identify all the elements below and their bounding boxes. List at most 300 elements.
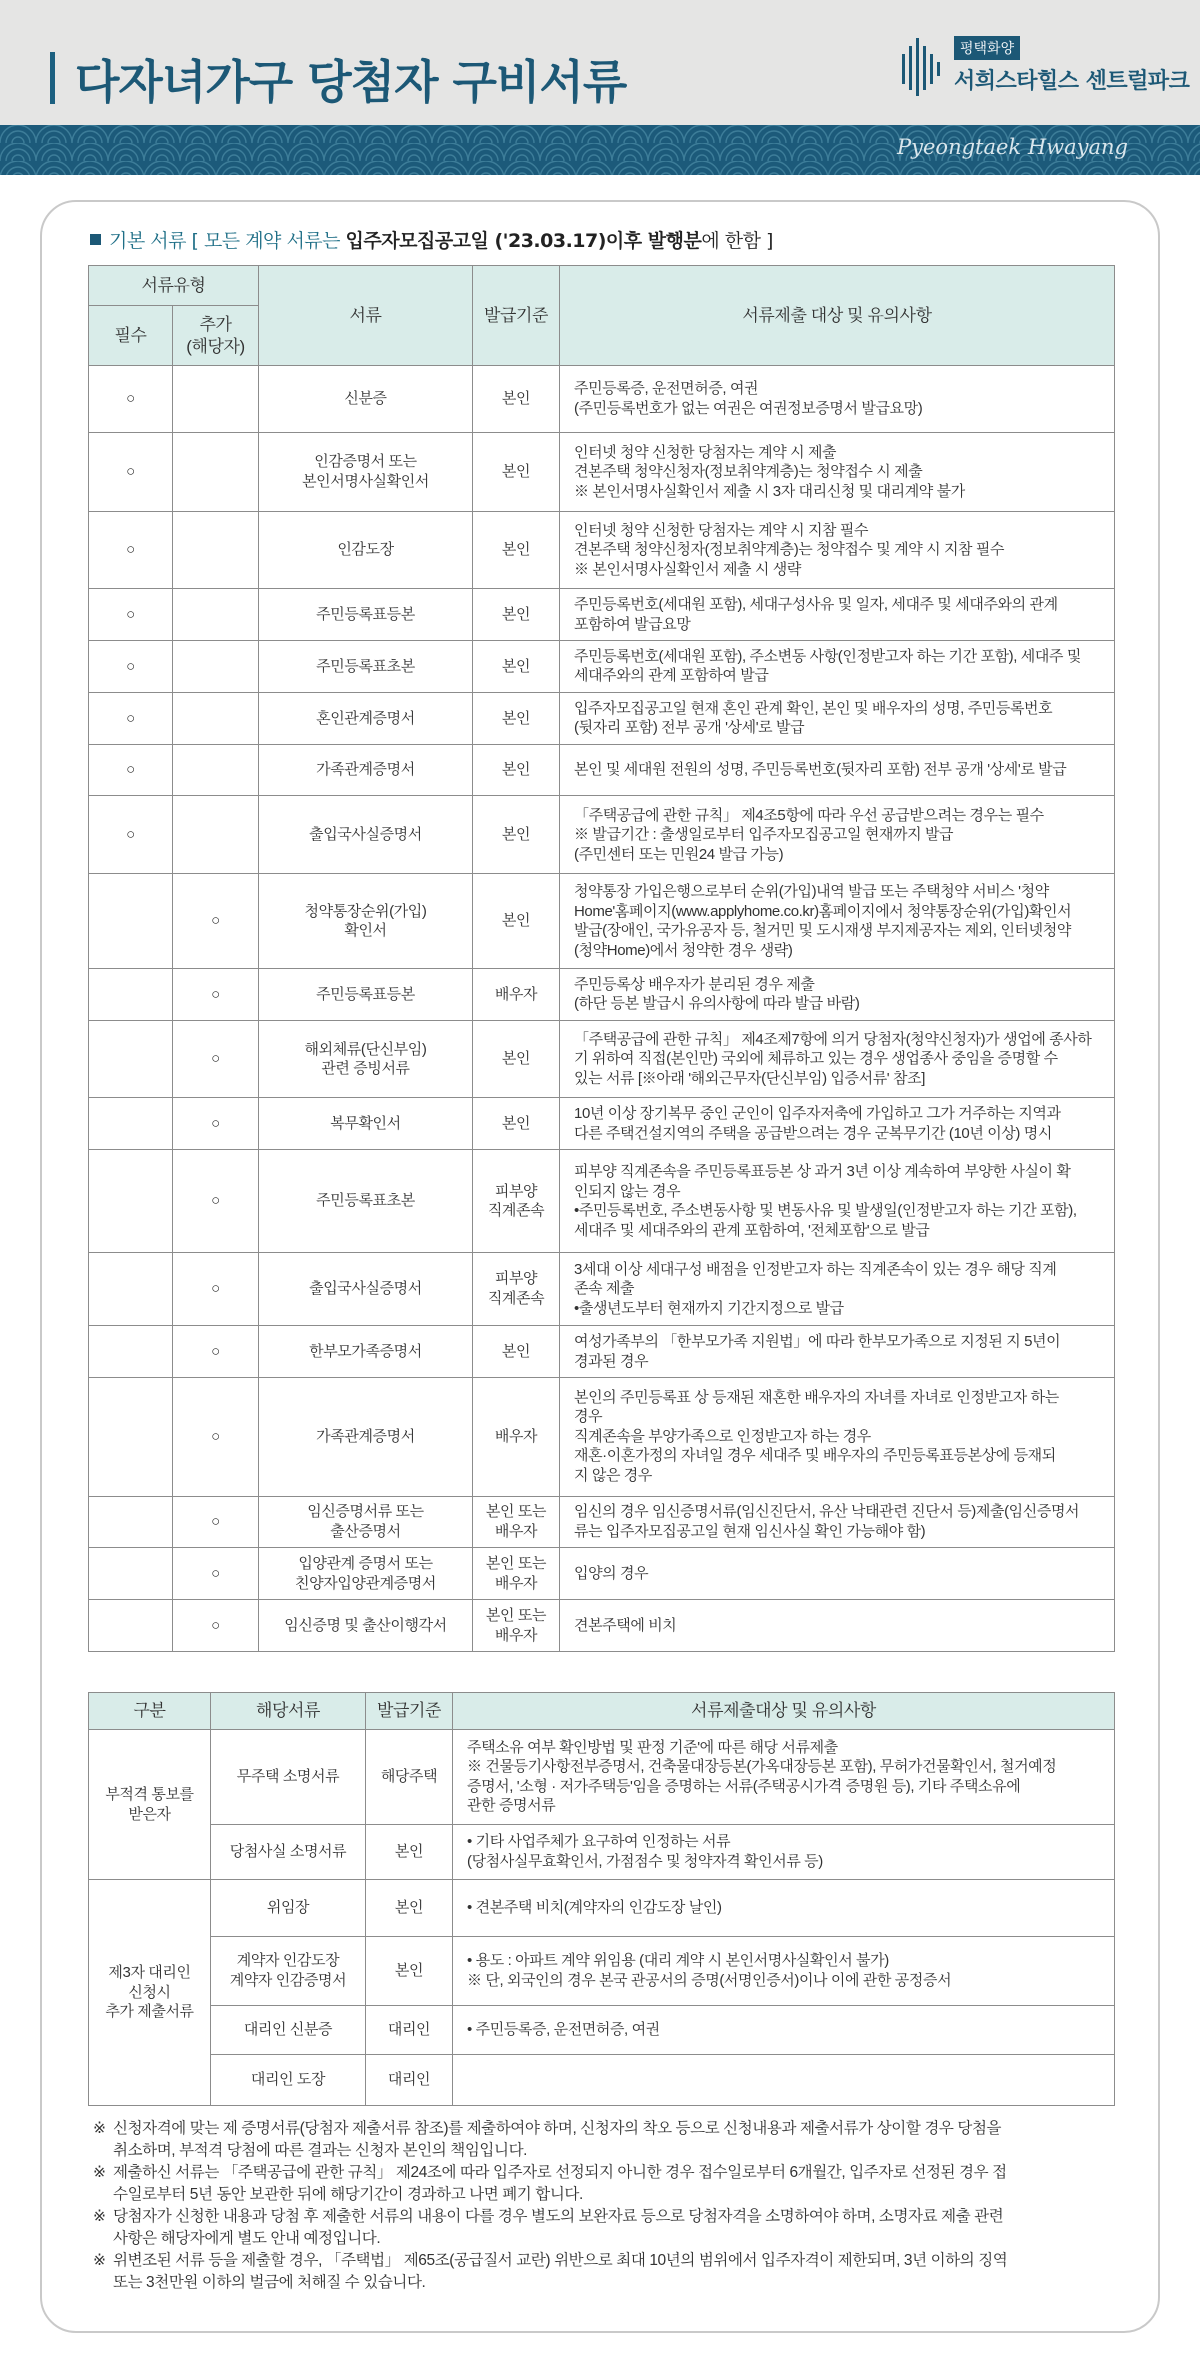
category-line: 신청시: [128, 1983, 171, 2001]
doc-name-line: 복무확인서: [330, 1115, 401, 1133]
footnote-text: [113, 2206, 1123, 2250]
additional-mark: ○: [173, 874, 259, 969]
issue-basis-line: 배우자: [494, 1574, 538, 1592]
doc-name-line: 혼인관계증명서: [316, 709, 415, 727]
issue-basis: [473, 1020, 560, 1098]
required-mark: ○: [89, 744, 173, 796]
section-title-bold: 입주자모집공고일 ('23.03.17)이후 발행분: [345, 230, 702, 252]
issue-basis-line: 본인: [394, 1843, 424, 1861]
required-mark: [89, 1600, 173, 1652]
header-notes: 서류제출대상 및 유의사항: [453, 1693, 1115, 1730]
doc-name-line: 가족관계증명서: [316, 761, 415, 779]
doc-name: [259, 432, 473, 511]
header-additional: [173, 306, 259, 366]
issue-basis-line: 본인 또는: [485, 1607, 547, 1625]
header-notes: 서류제출 대상 및 유의사항: [560, 266, 1115, 366]
doc-notes-line: • 기타 사업주체가 요구하여 인정하는 서류: [467, 1833, 731, 1851]
doc-notes-line: 입양의 경우: [574, 1564, 649, 1582]
doc-name: [259, 1252, 473, 1325]
doc-name-line: 인감증명서 또는: [314, 453, 417, 471]
required-mark: ○: [89, 589, 173, 641]
issue-basis-line: 본인: [501, 657, 531, 675]
issue-basis: [366, 1730, 453, 1825]
doc-notes-line: 인되지 않는 경우: [574, 1182, 681, 1200]
issue-basis: [473, 969, 560, 1021]
additional-mark: [173, 589, 259, 641]
doc-name: [211, 1824, 366, 1880]
band-script-text: Pyeongtaek Hwayang: [897, 135, 1128, 159]
footnote-mark: ※: [93, 2208, 106, 2225]
doc-notes-line: 다른 주택건설지역의 주택을 공급받으려는 경우 군복무기간 (10년 이상) 명시: [574, 1124, 1052, 1142]
doc-name-line: 본인서명사실확인서: [302, 472, 429, 490]
doc-name: [211, 2005, 366, 2054]
doc-name-line: 출산증명서: [330, 1522, 401, 1540]
footnote-line: 신청자격에 맞는 제 증명서류(당첨자 제출서류 참조)를 제출하여야 하며, 신청자의 착오 등으로 신청내용과 제출서류가 상이할 경우 당첨을: [113, 2120, 1002, 2137]
brand-name: 서희스타힐스 센트럴파크: [954, 69, 1190, 94]
doc-name-line: 출입국사실증명서: [309, 826, 422, 843]
issue-basis: [473, 1496, 560, 1548]
doc-notes-line: 직계존속을 부양가족으로 인정받고자 하는 경우: [574, 1427, 871, 1445]
issue-basis-line: 본인: [501, 826, 531, 843]
issue-basis-line: 본인: [501, 912, 531, 930]
additional-mark: ○: [173, 1496, 259, 1548]
doc-notes-line: 세대주 및 세대주와의 관계 포함하여, '전체포함'으로 발급: [574, 1221, 930, 1239]
table-row: [89, 1548, 1115, 1600]
doc-notes-line: • 용도 : 아파트 계약 위임용 (대리 계약 시 본인서명사실확인서 불가): [467, 1952, 889, 1970]
category-line: 받은자: [128, 1805, 171, 1823]
doc-notes-line: • 견본주택 비치(계약자의 인감도장 날인): [467, 1899, 722, 1917]
issue-basis-line: 본인 또는: [485, 1555, 547, 1573]
table-row: [89, 1377, 1115, 1496]
footnote-line: 당첨자가 신청한 내용과 당첨 후 제출한 서류의 내용이 다를 경우 별도의 보완자료 등으로 당첨자격을 소명하여야 하며, 소명자료 제출 관련: [113, 2208, 1004, 2225]
table-row: [89, 432, 1115, 511]
doc-notes-line: 견본주택 청약신청자(정보취약계층)는 청약접수 및 계약 시 지참 필수: [574, 541, 1005, 559]
footnote-line: 취소하며, 부적격 당첨에 따른 결과는 신청자 본인의 책임입니다.: [113, 2142, 528, 2159]
footnote-line: 또는 3천만원 이하의 벌금에 처해질 수 있습니다.: [113, 2274, 426, 2291]
required-mark: ○: [89, 366, 173, 433]
doc-notes-line: 관한 증명서류: [467, 1797, 556, 1815]
category-line: 추가 제출서류: [105, 2003, 194, 2021]
doc-notes-line: 본인 및 세대원 전원의 성명, 주민등록번호(뒷자리 포함) 전부 공개 '상세'로 발급: [574, 761, 1067, 779]
doc-name-line: 가족관계증명서: [316, 1427, 415, 1445]
doc-name: [259, 1020, 473, 1098]
footnote-text: [113, 2162, 1123, 2206]
issue-basis: [473, 432, 560, 511]
doc-notes: [560, 969, 1115, 1021]
doc-notes-line: 주민등록번호(세대원 포함), 주소변동 사항(인정받고자 하는 기간 포함), 세대주 및: [574, 647, 1081, 665]
doc-notes-line: 포함하여 발급요망: [574, 615, 691, 633]
extra-documents-table: [88, 1692, 1115, 2106]
documents-table: [88, 265, 1115, 1652]
issue-basis-line: 본인: [501, 1050, 531, 1068]
doc-name-line: 출입국사실증명서: [309, 1280, 422, 1298]
issue-basis: [473, 1098, 560, 1150]
doc-notes-line: 재혼·이혼가정의 자녀일 경우 세대주 및 배우자의 주민등록표등본상에 등재되: [574, 1447, 1056, 1465]
table-row: [89, 1824, 1115, 1880]
doc-name-line: 주민등록표초본: [316, 1192, 415, 1210]
doc-notes-line: •주민등록번호, 주소변동사항 및 변동사유 및 발생일(인정받고자 하는 기간 포함),: [574, 1202, 1077, 1219]
table-row: [89, 641, 1115, 693]
issue-basis-line: 본인: [394, 1899, 424, 1917]
header-basis: 발급기준: [473, 266, 560, 366]
brand-badge: 평택화양: [954, 36, 1020, 60]
footnote-mark: ※: [93, 2164, 106, 2181]
doc-notes-line: •출생년도부터 현재까지 기간지정으로 발급: [574, 1299, 844, 1317]
footnote-line: 위변조된 서류 등을 제출할 경우, 「주택법」 제65조(공급질서 교란) 위반으로 최대 10년의 범위에서 입주자격이 제한되며, 3년 이하의 징역: [113, 2252, 1008, 2269]
doc-notes-line: 류는 입주자모집공고일 현재 임신사실 확인 가능해야 함): [574, 1522, 926, 1540]
doc-notes-line: 발급(장애인, 국가유공자 등, 철거민 및 도시재생 부지제공자는 제외, 인터넷청약: [574, 922, 1071, 940]
required-mark: [89, 1020, 173, 1098]
footnote-text: [113, 2250, 1123, 2294]
doc-notes: [560, 1326, 1115, 1378]
table-row: [89, 1496, 1115, 1548]
issue-basis-line: 배우자: [494, 1427, 538, 1445]
doc-notes-line: 경과된 경우: [574, 1352, 649, 1370]
doc-notes: [560, 589, 1115, 641]
doc-name: [259, 874, 473, 969]
issue-basis: [473, 744, 560, 796]
doc-name-line: 위임장: [266, 1899, 310, 1917]
additional-mark: [173, 692, 259, 744]
doc-name-line: 해외체류(단신부임): [304, 1040, 427, 1058]
table-row: [89, 969, 1115, 1021]
doc-notes-line: Home'홈페이지(www.applyhome.co.kr)홈페이지에서 청약통장순위(가입)확인서: [574, 902, 1072, 920]
doc-name-line: 무주택 소명서류: [236, 1768, 340, 1786]
issue-basis-line: 본인: [501, 390, 531, 408]
table-row: [89, 366, 1115, 433]
doc-name-line: 신분증: [344, 390, 387, 408]
doc-notes-line: 존속 제출: [574, 1280, 635, 1298]
doc-notes: [560, 1150, 1115, 1252]
issue-basis-line: 해당주택: [380, 1768, 438, 1786]
issue-basis-line: 본인: [501, 709, 531, 727]
doc-notes-line: 인터넷 청약 신청한 당첨자는 계약 시 지참 필수: [574, 521, 869, 539]
additional-mark: ○: [173, 969, 259, 1021]
header-additional-note: (해당자): [186, 336, 245, 356]
required-mark: ○: [89, 692, 173, 744]
doc-notes-line: 주민등록상 배우자가 분리된 경우 제출: [574, 975, 815, 993]
footnote-mark: ※: [93, 2120, 106, 2137]
doc-name-line: 한부모가족증명서: [309, 1342, 422, 1360]
category-cell: [89, 1730, 211, 1880]
issue-basis: [473, 589, 560, 641]
table-row: [89, 1326, 1115, 1378]
additional-mark: ○: [173, 1377, 259, 1496]
doc-name-line: 입양관계 증명서 또는: [298, 1555, 433, 1573]
issue-basis-line: 본인: [501, 1342, 531, 1360]
footnote-line: 제출하신 서류는 「주택공급에 관한 규칙」 제24조에 따라 입주자로 선정되지 아니한 경우 접수일로부터 6개월간, 입주자로 선정된 경우 접: [113, 2164, 1007, 2181]
issue-basis: [473, 1326, 560, 1378]
required-mark: [89, 969, 173, 1021]
issue-basis: [473, 796, 560, 874]
bullet-square-icon: [90, 234, 101, 245]
additional-mark: [173, 432, 259, 511]
doc-notes-line: ※ 단, 외국인의 경우 본국 관공서의 증명(서명인증서)이나 이에 관한 공정증서: [467, 1971, 952, 1989]
doc-notes-line: (당첨사실무효확인서, 가점점수 및 청약자격 확인서류 등): [467, 1852, 823, 1870]
doc-notes-line: (주민등록번호가 없는 여권은 여권정보증명서 발급요망): [574, 399, 923, 417]
doc-name: [259, 796, 473, 874]
header-doc: 서류: [259, 266, 473, 366]
table-row: [89, 744, 1115, 796]
doc-name: [259, 1326, 473, 1378]
doc-name: [211, 1880, 366, 1937]
issue-basis-line: 본인 또는: [485, 1503, 547, 1521]
footnote-line: 사항은 해당자에게 별도 안내 예정입니다.: [113, 2230, 381, 2247]
page-title: 다자녀가구 당첨자 구비서류: [75, 55, 627, 109]
table-row: [89, 1730, 1115, 1825]
additional-mark: [173, 641, 259, 693]
issue-basis: [473, 1377, 560, 1496]
issue-basis: [473, 692, 560, 744]
doc-notes-line: 입주자모집공고일 현재 혼인 관계 확인, 본인 및 배우자의 성명, 주민등록번호: [574, 699, 1053, 717]
doc-name-line: 대리인 도장: [250, 2071, 326, 2089]
doc-name-line: 주민등록표초본: [316, 657, 415, 675]
footnotes: [93, 2118, 1123, 2294]
doc-notes: [560, 796, 1115, 874]
doc-name: [259, 589, 473, 641]
doc-notes-line: ※ 본인서명사실확인서 제출 시 생략: [574, 560, 801, 578]
issue-basis: [473, 874, 560, 969]
doc-name-line: 계약자 인감도장: [236, 1952, 340, 1970]
issue-basis-line: 본인: [501, 1115, 531, 1133]
doc-notes-line: (청약Home)에서 청약한 경우 생략): [574, 941, 793, 959]
doc-name-line: 주민등록표등본: [316, 985, 415, 1003]
required-mark: [89, 1098, 173, 1150]
footnote: [93, 2162, 1123, 2206]
issue-basis-line: 피부양: [494, 1270, 538, 1288]
doc-notes: [453, 2005, 1115, 2054]
issue-basis-line: 본인: [501, 541, 531, 559]
doc-name: [259, 641, 473, 693]
issue-basis: [473, 511, 560, 589]
issue-basis: [366, 1936, 453, 2005]
doc-notes: [560, 744, 1115, 796]
footnote: [93, 2118, 1123, 2162]
table-row: [89, 874, 1115, 969]
doc-name: [259, 969, 473, 1021]
issue-basis-line: 배우자: [494, 1522, 538, 1540]
doc-notes-line: 주민등록증, 운전면허증, 여권: [574, 380, 759, 398]
issue-basis-line: 본인: [501, 463, 531, 480]
required-mark: ○: [89, 796, 173, 874]
table-row: [89, 511, 1115, 589]
issue-basis: [473, 1548, 560, 1600]
doc-name-line: 주민등록표등본: [316, 605, 415, 623]
issue-basis: [473, 641, 560, 693]
required-mark: [89, 874, 173, 969]
doc-notes: [453, 1936, 1115, 2005]
doc-notes: [560, 1377, 1115, 1496]
doc-notes-line: 주택소유 여부 확인방법 및 판정 기준'에 따른 해당 서류제출: [467, 1738, 838, 1756]
doc-notes-line: 「주택공급에 관한 규칙」 제4조제7항에 의거 당첨자(청약신청자)가 생업에 종사하: [574, 1030, 1092, 1048]
table-row: [89, 1600, 1115, 1652]
doc-notes-line: 증명서, '소형 · 저가주택등'임을 증명하는 서류(주택공시가격 증명원 등), 기타 주택소유에: [467, 1777, 1021, 1795]
doc-notes: [560, 366, 1115, 433]
issue-basis-line: 직계존속: [487, 1202, 545, 1219]
doc-notes: [560, 692, 1115, 744]
additional-mark: ○: [173, 1600, 259, 1652]
issue-basis: [366, 2054, 453, 2105]
required-mark: [89, 1496, 173, 1548]
doc-name-line: 인감도장: [337, 541, 394, 559]
doc-notes: [453, 2054, 1115, 2105]
doc-name: [259, 1548, 473, 1600]
issue-basis: [473, 1600, 560, 1652]
doc-name: [259, 744, 473, 796]
table-row: [89, 589, 1115, 641]
title-accent-bar: [50, 52, 55, 104]
doc-notes: [560, 1098, 1115, 1150]
issue-basis-line: 피부양: [494, 1182, 538, 1200]
additional-mark: [173, 511, 259, 589]
doc-notes-line: ※ 발급기간 : 출생일로부터 입주자모집공고일 현재까지 발급: [574, 826, 954, 843]
doc-notes: [560, 511, 1115, 589]
category-line: 제3자 대리인: [108, 1964, 191, 1982]
doc-notes: [560, 1020, 1115, 1098]
doc-name-line: 친양자입양관계증명서: [295, 1574, 436, 1592]
doc-notes: [453, 1824, 1115, 1880]
issue-basis-line: 본인: [501, 761, 531, 779]
table-row: [89, 1150, 1115, 1252]
header-basis: 발급기준: [366, 1693, 453, 1730]
doc-notes: [560, 874, 1115, 969]
issue-basis: [473, 366, 560, 433]
required-mark: [89, 1377, 173, 1496]
section-title: [90, 226, 773, 253]
doc-name: [259, 1098, 473, 1150]
additional-mark: ○: [173, 1098, 259, 1150]
table-row: [89, 1098, 1115, 1150]
issue-basis-line: 배우자: [494, 1626, 538, 1644]
footnote: [93, 2206, 1123, 2250]
doc-name: [259, 366, 473, 433]
doc-name-line: 임신증명 및 출산이행각서: [284, 1616, 447, 1634]
doc-notes: [453, 1880, 1115, 1937]
doc-notes-line: ※ 건물등기사항전부증명서, 건축물대장등본(가옥대장등본 포함), 무허가건물확인서, 철거예정: [467, 1758, 1057, 1776]
doc-name: [259, 511, 473, 589]
doc-notes-line: 3세대 이상 세대구성 배점을 인정받고자 하는 직계존속이 있는 경우 해당 직계: [574, 1260, 1057, 1278]
doc-name: [259, 1150, 473, 1252]
doc-name: [259, 1377, 473, 1496]
doc-name: [259, 1496, 473, 1548]
required-mark: [89, 1548, 173, 1600]
footnote-mark: ※: [93, 2252, 106, 2269]
brand-mark-icon: [900, 36, 952, 98]
doc-name-line: 청약통장순위(가입): [304, 902, 427, 920]
table-row: [89, 796, 1115, 874]
doc-notes-line: 피부양 직계존속을 주민등록표등본 상 과거 3년 이상 계속하여 부양한 사실이 확: [574, 1163, 1071, 1180]
doc-notes-line: 「주택공급에 관한 규칙」 제4조5항에 따라 우선 공급받으려는 경우는 필수: [574, 806, 1044, 824]
doc-notes-line: 본인의 주민등록표 상 등재된 재혼한 배우자의 자녀를 자녀로 인정받고자 하는: [574, 1388, 1059, 1406]
doc-notes-line: 지 않은 경우: [574, 1466, 652, 1484]
issue-basis-line: 대리인: [387, 2071, 431, 2089]
additional-mark: ○: [173, 1548, 259, 1600]
category-line: 부적격 통보를: [105, 1786, 194, 1804]
doc-name: [211, 1936, 366, 2005]
issue-basis: [366, 1880, 453, 1937]
doc-notes-line: 임신의 경우 임신증명서류(임신진단서, 유산 낙태관련 진단서 등)제출(임신증명서: [574, 1503, 1080, 1521]
additional-mark: [173, 366, 259, 433]
doc-name: [211, 1730, 366, 1825]
header-additional-label: 추가: [199, 315, 232, 335]
table-row: [89, 692, 1115, 744]
required-mark: ○: [89, 641, 173, 693]
header-required: 필수: [89, 306, 173, 366]
doc-name: [259, 1600, 473, 1652]
table-row: [89, 1020, 1115, 1098]
section-title-suffix: 에 한함 ]: [701, 230, 773, 252]
doc-name: [259, 692, 473, 744]
issue-basis-line: 배우자: [494, 985, 538, 1003]
footnote-text: [113, 2118, 1123, 2162]
doc-notes: [560, 1600, 1115, 1652]
issue-basis-line: 본인: [501, 605, 531, 623]
doc-notes-line: 주민등록번호(세대원 포함), 세대구성사유 및 일자, 세대주 및 세대주와의 관계: [574, 596, 1058, 614]
doc-notes: [560, 432, 1115, 511]
doc-name-line: 관련 증빙서류: [321, 1060, 410, 1078]
table-row: [89, 2054, 1115, 2105]
required-mark: [89, 1150, 173, 1252]
issue-basis-line: 대리인: [387, 2021, 431, 2039]
doc-notes: [560, 641, 1115, 693]
table-row: [89, 1252, 1115, 1325]
doc-notes-line: (주민센터 또는 민원24 발급 가능): [574, 845, 784, 863]
doc-notes-line: • 주민등록증, 운전면허증, 여권: [467, 2021, 660, 2039]
additional-mark: [173, 744, 259, 796]
doc-notes-line: (하단 등본 발급시 유의사항에 따라 발급 바람): [574, 995, 860, 1013]
footnote: [93, 2250, 1123, 2294]
table-row: [89, 2005, 1115, 2054]
issue-basis: [366, 2005, 453, 2054]
header-category: 구분: [89, 1693, 211, 1730]
additional-mark: ○: [173, 1326, 259, 1378]
required-mark: [89, 1252, 173, 1325]
doc-notes-line: 견본주택 청약신청자(정보취약계층)는 청약접수 시 제출: [574, 463, 923, 480]
issue-basis: [473, 1150, 560, 1252]
doc-notes: [560, 1252, 1115, 1325]
doc-notes-line: 여성가족부의 「한부모가족 지원법」에 따라 한부모가족으로 지정된 지 5년이: [574, 1333, 1061, 1350]
doc-notes-line: 기 위하여 직접(본인만) 국외에 체류하고 있는 경우 생업종사 중임을 증명할 수: [574, 1050, 1058, 1068]
doc-name-line: 확인서: [344, 922, 387, 940]
doc-notes: [453, 1730, 1115, 1825]
required-mark: ○: [89, 432, 173, 511]
doc-notes-line: 견본주택에 비치: [574, 1616, 677, 1634]
additional-mark: ○: [173, 1252, 259, 1325]
header-doc: 해당서류: [211, 1693, 366, 1730]
doc-name: [211, 2054, 366, 2105]
issue-basis: [473, 1252, 560, 1325]
doc-notes: [560, 1496, 1115, 1548]
section-title-prefix: 기본 서류 [ 모든 계약 서류는: [109, 230, 346, 252]
doc-notes-line: 경우: [574, 1408, 603, 1426]
doc-notes-line: (뒷자리 포함) 전부 공개 '상세'로 발급: [574, 719, 805, 737]
doc-notes-line: 세대주와의 관계 포함하여 발급: [574, 667, 769, 685]
doc-notes-line: 있는 서류 [※아래 '해외근무자(단신부임) 입증서류' 참조]: [574, 1069, 925, 1087]
header-doc-type: 서류유형: [89, 266, 259, 306]
doc-notes-line: 10년 이상 장기복무 중인 군인이 입주자저축에 가입하고 그가 거주하는 지역과: [574, 1105, 1061, 1123]
decorative-band: [0, 125, 1200, 175]
issue-basis-line: 본인: [394, 1962, 424, 1980]
doc-name-line: 임신증명서류 또는: [307, 1503, 424, 1521]
category-cell: [89, 1880, 211, 2106]
required-mark: [89, 1326, 173, 1378]
issue-basis: [366, 1824, 453, 1880]
footnote-line: 수일로부터 5년 동안 보관한 뒤에 해당기간이 경과하고 나면 폐기 합니다.: [113, 2186, 583, 2203]
doc-name-line: 대리인 신분증: [243, 2021, 333, 2039]
doc-name-line: 계약자 인감증명서: [229, 1971, 347, 1989]
required-mark: ○: [89, 511, 173, 589]
table-row: [89, 1936, 1115, 2005]
